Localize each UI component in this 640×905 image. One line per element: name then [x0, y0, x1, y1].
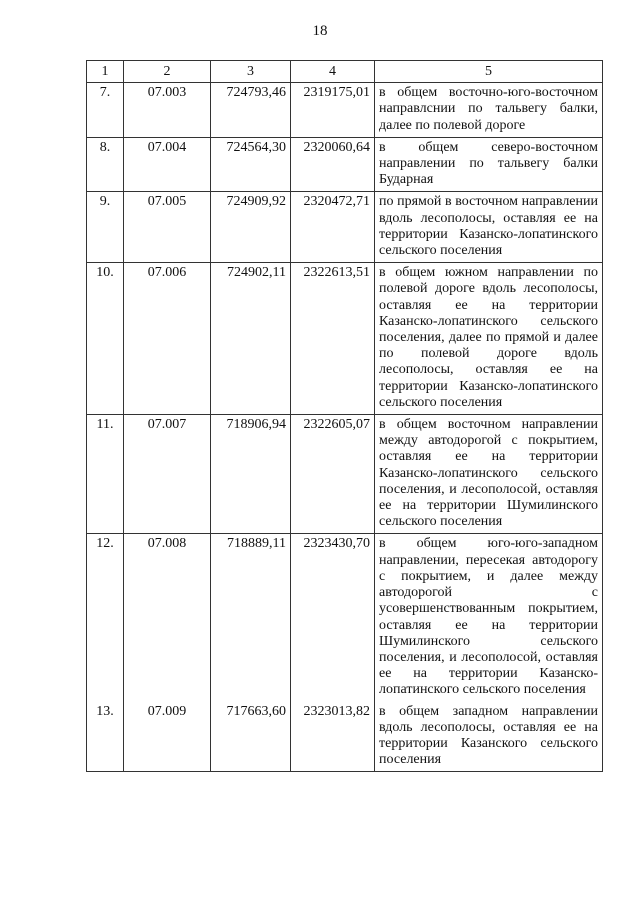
point-code: 07.005: [124, 192, 211, 263]
point-code: 07.004: [124, 137, 211, 192]
table-row: [87, 415, 603, 534]
coordinate-x: 718906,94: [211, 415, 291, 534]
column-header: 1: [87, 61, 124, 83]
boundary-description: в общем южном направлении по полевой дороге вдоль лесополосы, оставляя ее на территории Казанско-лопатинского сельского поселения, далее по прямой и далее по полевой дороге вдоль лесополосы, оставляя ее на территории Казанско-лопатинского сельского поселения: [375, 263, 603, 415]
point-code: 07.003: [124, 83, 211, 138]
row-number: 13.: [87, 702, 124, 772]
coordinate-x: 718889,11: [211, 534, 291, 702]
page-number: 18: [312, 23, 328, 39]
point-code: 07.007: [124, 415, 211, 534]
coordinate-y: 2320060,64: [291, 137, 375, 192]
row-number: 9.: [87, 192, 124, 263]
row-number: 8.: [87, 137, 124, 192]
table-header-row: [87, 61, 603, 83]
column-header: 2: [124, 61, 211, 83]
coordinate-y: 2323430,70: [291, 534, 375, 702]
row-number: 10.: [87, 263, 124, 415]
coordinate-y: 2322605,07: [291, 415, 375, 534]
boundary-description: в общем восточном направлении между автодорогой с покрытием, оставляя ее на территории Казанско-лопатинского сельского поселения, и лесополосой, оставляя ее на территории Шумилинского сельского поселения: [375, 415, 603, 534]
point-code: 07.006: [124, 263, 211, 415]
row-number: 12.: [87, 534, 124, 702]
boundary-table: [86, 60, 603, 772]
table-row: [87, 534, 603, 702]
boundary-description: по прямой в восточном направлении вдоль лесополосы, оставляя ее на территории Казанско-лопатинского сельского поселения: [375, 192, 603, 263]
column-header: 3: [211, 61, 291, 83]
boundary-description: в общем восточно-юго-восточном направлснии по тальвегу балки, далее по полевой дороге: [375, 83, 603, 138]
coordinate-x: 724909,92: [211, 192, 291, 263]
coordinate-x: 717663,60: [211, 702, 291, 772]
coordinate-y: 2322613,51: [291, 263, 375, 415]
table-row: [87, 192, 603, 263]
boundary-description: в общем северо-восточном направлении по тальвегу балки Бударная: [375, 137, 603, 192]
column-header: 4: [291, 61, 375, 83]
column-header: 5: [375, 61, 603, 83]
row-number: 7.: [87, 83, 124, 138]
coordinate-x: 724564,30: [211, 137, 291, 192]
table-row: [87, 137, 603, 192]
coordinate-y: 2320472,71: [291, 192, 375, 263]
table-body: [87, 83, 603, 772]
coordinate-x: 724902,11: [211, 263, 291, 415]
table-row: [87, 263, 603, 415]
boundary-description: в общем юго-юго-западном направлении, пересекая автодорогу с покрытием, и далее между автодорогой с усовершенствованным покрытием, оставляя ее на территории Шумилинского сельского поселения, и лесополосой, оставляя ее на территории Казанско-лопатинского сельского поселения: [375, 534, 603, 702]
coordinate-x: 724793,46: [211, 83, 291, 138]
table-row: [87, 702, 603, 772]
coordinate-y: 2319175,01: [291, 83, 375, 138]
point-code: 07.009: [124, 702, 211, 772]
point-code: 07.008: [124, 534, 211, 702]
table-row: [87, 83, 603, 138]
row-number: 11.: [87, 415, 124, 534]
boundary-description: в общем западном направлении вдоль лесополосы, оставляя ее на территории Казанского сельского поселения: [375, 702, 603, 772]
coordinate-y: 2323013,82: [291, 702, 375, 772]
